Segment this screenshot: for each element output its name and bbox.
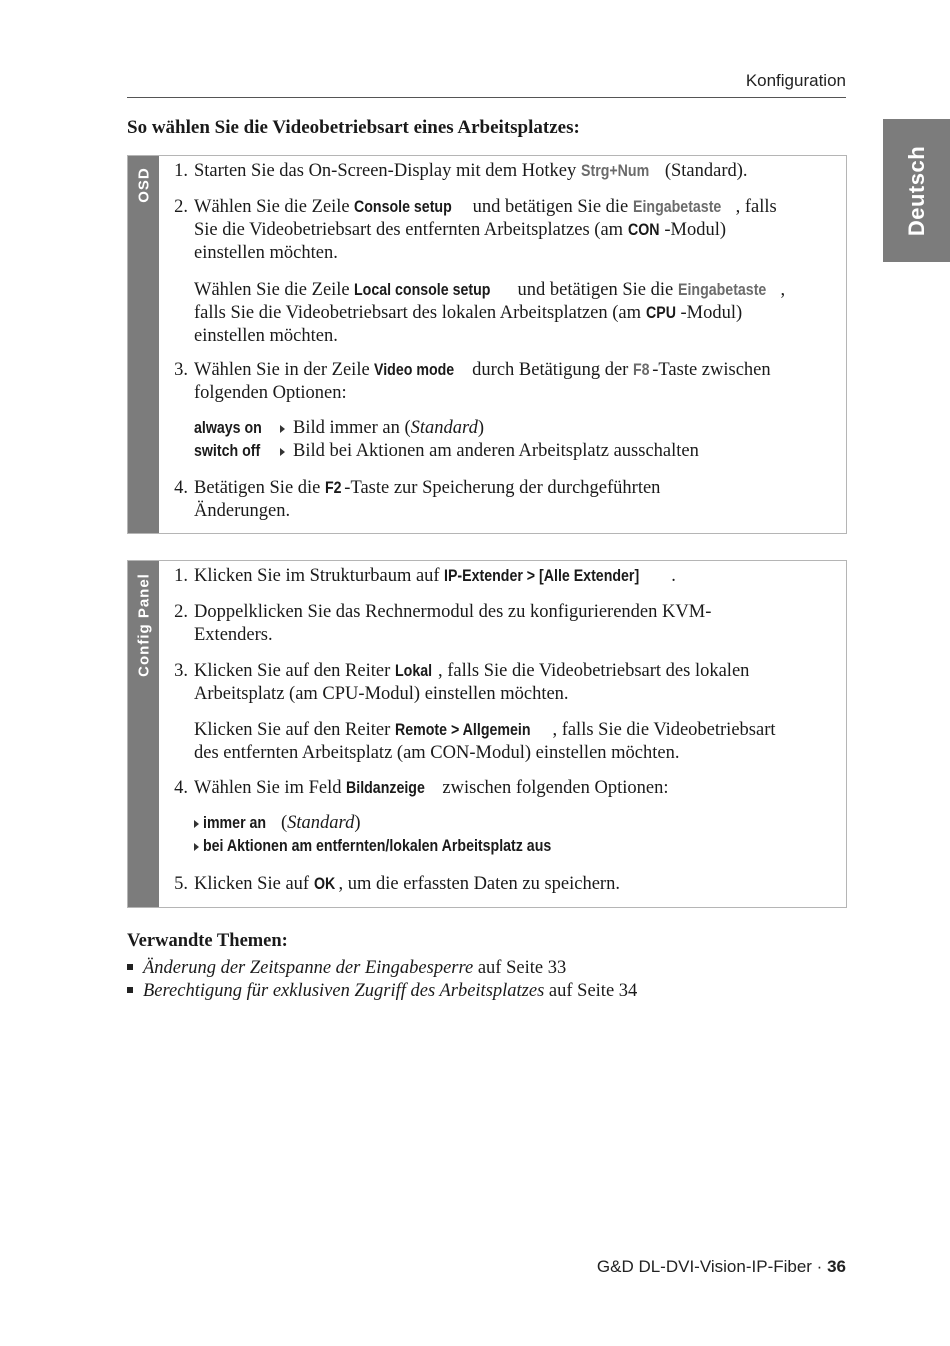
text: einstellen möchten. bbox=[194, 243, 338, 263]
text: Doppelklicken Sie das Rechnermodul des zu konfigurierenden KVM- bbox=[194, 602, 712, 622]
text: Arbeitsplatz (am CPU-Modul) einstellen möchten. bbox=[194, 684, 569, 704]
option-row bbox=[194, 812, 836, 835]
keyword: Lokal bbox=[394, 662, 432, 680]
footer-product: G&D DL-DVI-Vision-IP-Fiber · bbox=[596, 1257, 828, 1276]
text: Standard bbox=[410, 418, 478, 438]
topic-title: Änderung der Zeitspanne der Eingabesperre bbox=[143, 958, 474, 978]
arrow-right-icon bbox=[194, 820, 199, 828]
text: -Taste zwischen bbox=[652, 360, 771, 380]
topic-page: auf Seite 33 bbox=[473, 958, 567, 978]
text: -Modul) bbox=[680, 303, 743, 323]
text: Wählen Sie die Zeile bbox=[194, 197, 355, 217]
related-topic-link[interactable] bbox=[127, 958, 566, 979]
text: des entfernten Arbeitsplatz (am CON-Modul) einstellen möchten. bbox=[194, 743, 680, 763]
footer bbox=[597, 1257, 846, 1277]
topic-page: auf Seite 34 bbox=[544, 981, 638, 1001]
text: . bbox=[671, 566, 676, 586]
keyword: F2 bbox=[325, 479, 342, 497]
step-number: 2. bbox=[174, 197, 188, 217]
related-topic-link[interactable] bbox=[127, 981, 637, 1002]
hotkey: Strg+Num bbox=[580, 162, 650, 180]
step-text bbox=[194, 873, 836, 896]
option-row bbox=[194, 440, 836, 463]
text: Klicken Sie auf bbox=[194, 874, 314, 894]
keyword: Eingabetaste bbox=[632, 198, 722, 216]
step-number: 2. bbox=[174, 602, 188, 622]
text: Klicken Sie im Strukturbaum auf bbox=[194, 566, 445, 586]
text: -Modul) bbox=[664, 220, 727, 240]
step-number: 3. bbox=[174, 661, 188, 681]
page-number: 36 bbox=[827, 1257, 846, 1276]
arrow-right-icon bbox=[280, 448, 285, 456]
text: falls Sie die Videobetriebsart des lokalen Arbeitsplatzen (am bbox=[194, 303, 646, 323]
keyword: Local console setup bbox=[354, 281, 491, 299]
step-number: 5. bbox=[174, 874, 188, 894]
osd-box bbox=[127, 155, 847, 534]
step-text bbox=[194, 777, 836, 858]
text: Klicken Sie auf den Reiter bbox=[194, 661, 395, 681]
arrow-right-icon bbox=[280, 425, 285, 433]
keyword: IP-Extender > [Alle Extender] bbox=[444, 567, 640, 585]
step-text bbox=[194, 565, 836, 588]
text: , falls bbox=[735, 197, 777, 217]
text: durch Betätigung der bbox=[467, 360, 633, 380]
text: ) bbox=[354, 813, 361, 833]
text: Wählen Sie im Feld bbox=[194, 778, 347, 798]
text: Starten Sie das On-Screen-Display mit dem Hotkey bbox=[194, 161, 581, 181]
step-number: 1. bbox=[174, 566, 188, 586]
step-text bbox=[194, 601, 836, 647]
arrow-right-icon bbox=[194, 843, 199, 851]
text: , falls Sie die Videobetriebsart bbox=[552, 720, 776, 740]
option-desc bbox=[274, 417, 484, 440]
config-panel-box bbox=[127, 560, 847, 908]
keyword: Eingabetaste bbox=[677, 281, 767, 299]
option-desc bbox=[274, 440, 699, 463]
text: Wählen Sie in der Zeile bbox=[194, 360, 375, 380]
text: und betätigen Sie die bbox=[512, 280, 678, 300]
text: , um die erfassten Daten zu speichern. bbox=[338, 874, 620, 894]
language-tab bbox=[883, 119, 950, 262]
config-label: Config Panel bbox=[135, 573, 152, 677]
text: Änderungen. bbox=[194, 501, 291, 521]
option-key: immer an bbox=[203, 814, 267, 832]
osd-label: OSD bbox=[135, 167, 152, 203]
text: -Taste zur Speicherung der durchgeführten bbox=[344, 478, 661, 498]
keyword: Bildanzeige bbox=[346, 779, 425, 797]
keyword: CON bbox=[627, 221, 660, 239]
text: zwischen folgenden Optionen: bbox=[437, 778, 669, 798]
keyword: Console setup bbox=[354, 198, 453, 216]
related-topics-title: Verwandte Themen: bbox=[127, 931, 288, 951]
step-text bbox=[194, 196, 836, 348]
option-key: bei Aktionen am entfernten/lokalen Arbeitsplatz aus bbox=[203, 837, 552, 855]
text: Betätigen Sie die bbox=[194, 478, 326, 498]
text: ) bbox=[477, 418, 484, 438]
text: Klicken Sie auf den Reiter bbox=[194, 720, 395, 740]
text: ( bbox=[276, 813, 288, 833]
text: einstellen möchten. bbox=[194, 326, 338, 346]
section-heading: So wählen Sie die Videobetriebsart eines Arbeitsplatzes: bbox=[127, 117, 580, 138]
text: Sie die Videobetriebsart des entfernten Arbeitsplatzes (am bbox=[194, 220, 628, 240]
text: Extenders. bbox=[194, 625, 273, 645]
header-rule bbox=[127, 97, 846, 98]
config-label-bar bbox=[128, 561, 159, 907]
keyword: Video mode bbox=[374, 361, 455, 379]
step-number: 3. bbox=[174, 360, 188, 380]
header-title: Konfiguration bbox=[745, 71, 846, 90]
keyword: Remote > Allgemein bbox=[394, 721, 531, 739]
bullet-icon bbox=[127, 964, 133, 970]
step-text bbox=[194, 660, 836, 765]
keyword: CPU bbox=[645, 304, 676, 322]
text: , bbox=[780, 280, 786, 300]
keyword: F8 bbox=[632, 361, 650, 379]
step-text bbox=[194, 359, 836, 463]
bullet-icon bbox=[127, 987, 133, 993]
step-text bbox=[194, 477, 836, 523]
keyword: OK bbox=[313, 875, 335, 893]
option-row bbox=[194, 835, 836, 858]
text: (Standard). bbox=[660, 161, 748, 181]
step-number: 1. bbox=[174, 161, 188, 181]
step-number: 4. bbox=[174, 778, 188, 798]
text: Standard bbox=[287, 813, 355, 833]
text: Bild bei Aktionen am anderen Arbeitsplatz ausschalten bbox=[293, 441, 699, 461]
text: Wählen Sie die Zeile bbox=[194, 280, 355, 300]
osd-label-bar bbox=[128, 156, 159, 533]
text: folgenden Optionen: bbox=[194, 383, 347, 403]
option-key: switch off bbox=[194, 442, 261, 460]
step-text bbox=[194, 160, 836, 183]
option-key: always on bbox=[194, 419, 262, 437]
text: und betätigen Sie die bbox=[467, 197, 633, 217]
option-row bbox=[194, 417, 836, 440]
topic-title: Berechtigung für exklusiven Zugriff des Arbeitsplatzes bbox=[143, 981, 545, 1001]
language-tab-label: Deutsch bbox=[903, 145, 929, 236]
step-number: 4. bbox=[174, 478, 188, 498]
text: Bild immer an ( bbox=[293, 418, 411, 438]
text: , falls Sie die Videobetriebsart des lokalen bbox=[437, 661, 750, 681]
